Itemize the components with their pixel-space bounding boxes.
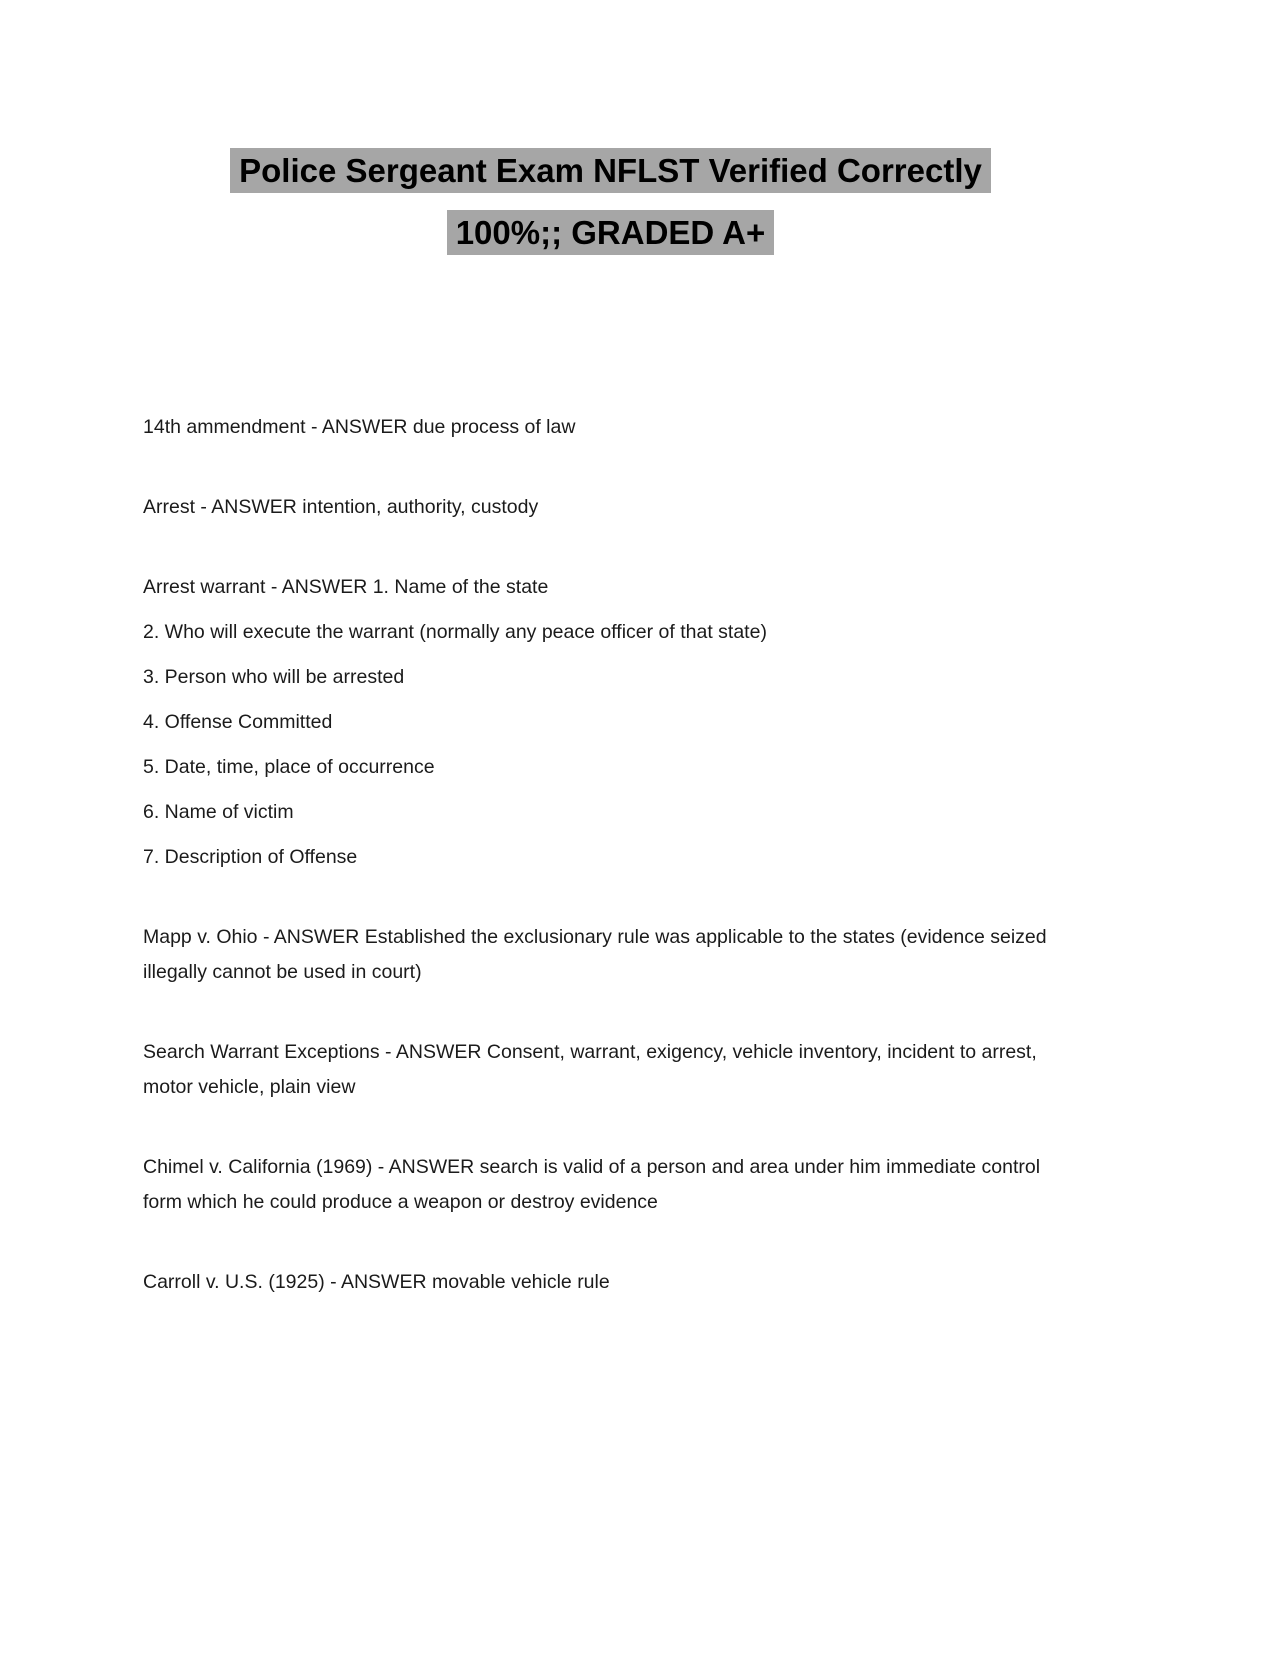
qa-line-chimel-v-california: Chimel v. California (1969) - ANSWER search is valid of a person and area under him immediate control — [143, 1156, 1041, 1178]
qa-line-search-warrant-exceptions: Search Warrant Exceptions - ANSWER Consent, warrant, exigency, vehicle inventory, incident to arrest, — [143, 1041, 1037, 1063]
qa-line-arrest: Arrest - ANSWER intention, authority, custody — [143, 496, 539, 518]
qa-line-carroll-v-us: Carroll v. U.S. (1925) - ANSWER movable vehicle rule — [143, 1271, 610, 1293]
qa-line-warrant-item-2: 2. Who will execute the warrant (normally any peace officer of that state) — [143, 621, 767, 643]
document-title-line2: 100%;; GRADED A+ — [447, 210, 775, 255]
qa-line-mapp-v-ohio: Mapp v. Ohio - ANSWER Established the exclusionary rule was applicable to the states (evidence seized — [143, 926, 1047, 948]
qa-line-warrant-item-6: 6. Name of victim — [143, 801, 294, 823]
qa-line-search-warrant-exceptions-cont: motor vehicle, plain view — [143, 1076, 356, 1098]
qa-line-warrant-item-3: 3. Person who will be arrested — [143, 666, 405, 688]
qa-line-14th-amendment: 14th ammendment - ANSWER due process of law — [143, 416, 576, 438]
qa-line-warrant-item-7: 7. Description of Offense — [143, 846, 358, 868]
qa-line-warrant-item-5: 5. Date, time, place of occurrence — [143, 756, 435, 778]
document-content — [143, 140, 1078, 1300]
qa-line-warrant-item-4: 4. Offense Committed — [143, 711, 333, 733]
document-title — [143, 140, 1078, 264]
qa-line-chimel-v-california-cont: form which he could produce a weapon or destroy evidence — [143, 1191, 658, 1213]
document-title-line1: Police Sergeant Exam NFLST Verified Correctly — [230, 148, 991, 193]
qa-line-arrest-warrant: Arrest warrant - ANSWER 1. Name of the state — [143, 576, 549, 598]
qa-line-mapp-v-ohio-cont: illegally cannot be used in court) — [143, 961, 422, 983]
